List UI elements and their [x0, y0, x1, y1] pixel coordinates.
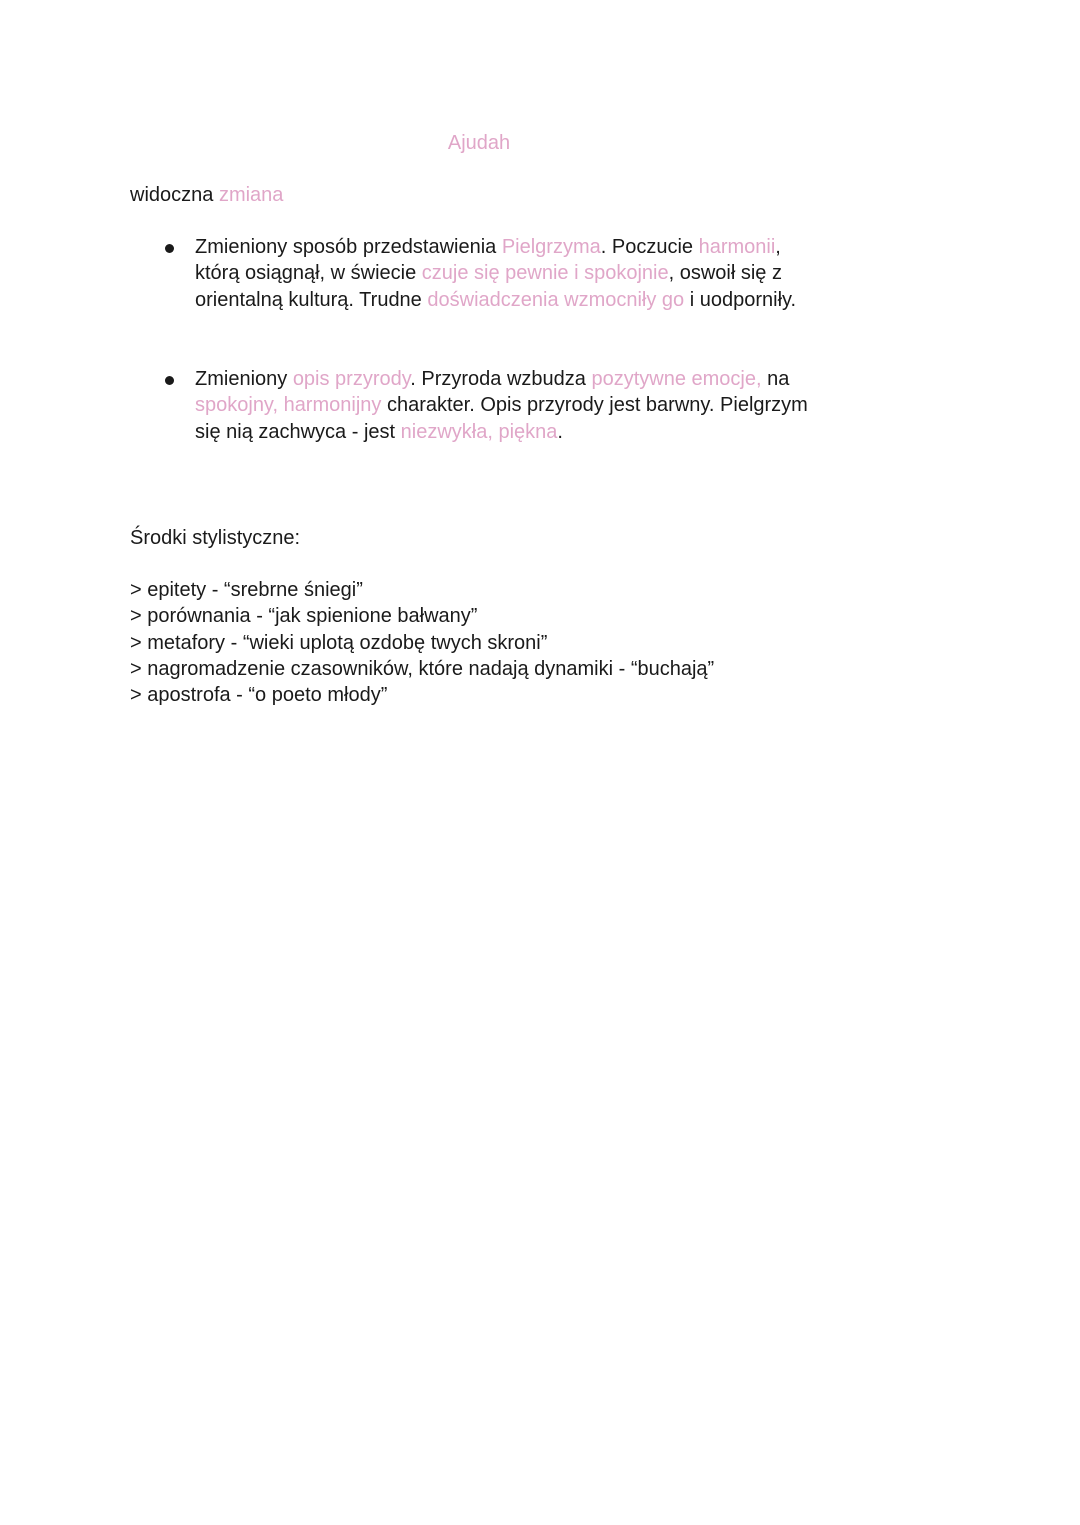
devices-heading: Środki stylistyczne:: [130, 527, 301, 549]
bullet-text: charakter. Opis przyrody jest barwny. Pielgrzym się nią zachwyca - jest: [195, 394, 808, 443]
stylistic-devices-list: [130, 577, 714, 708]
list-item: > nagromadzenie czasowników, które nadają dynamiki - “buchają”: [130, 657, 715, 680]
list-item: > epitety - “srebrne śniegi”: [130, 579, 363, 601]
highlighted-text: niezwykła, piękna: [400, 420, 558, 443]
bullet-item-1: [195, 234, 815, 313]
bullet-text: , którą osiągnął, w świecie: [195, 236, 781, 285]
list-item: > porównania - “jak spienione bałwany”: [130, 605, 478, 628]
bullet-text: , oswoił się z orientalną kulturą. Trudne: [195, 262, 782, 311]
bullet-text: .: [557, 420, 563, 443]
page-title: Ajudah: [447, 132, 511, 154]
list-item: > metafory - “wieki uplotą ozdobę twych skroni”: [130, 631, 548, 654]
bullet-dot-1: [165, 244, 174, 253]
bullet-text: . Poczucie: [600, 236, 699, 258]
highlighted-text: pozytywne emocje,: [591, 368, 762, 390]
highlighted-text: czuje się pewnie i spokojnie: [421, 262, 669, 285]
bullet-text: Zmieniony: [195, 368, 293, 390]
bullet-text: . Przyroda wzbudza: [410, 368, 592, 390]
bullet-text: i uodporniły.: [684, 288, 797, 311]
highlighted-text: harmonii: [698, 236, 776, 258]
list-item: > apostrofa - “o poeto młody”: [130, 684, 388, 707]
highlighted-text: doświadczenia wzmocniły go: [427, 288, 685, 311]
subheading: [130, 182, 283, 208]
highlighted-text: spokojny, harmonijny: [195, 394, 382, 417]
bullet-item-2: [195, 366, 815, 445]
subheading-text: widoczna: [130, 184, 219, 206]
bullet-dot-2: [165, 376, 174, 385]
bullet-text: Zmieniony sposób przedstawienia: [195, 236, 502, 258]
subheading-highlight: zmiana: [218, 184, 284, 206]
highlighted-text: opis przyrody: [292, 368, 411, 390]
bullet-text: na: [761, 368, 790, 390]
highlighted-text: Pielgrzyma: [501, 236, 601, 258]
